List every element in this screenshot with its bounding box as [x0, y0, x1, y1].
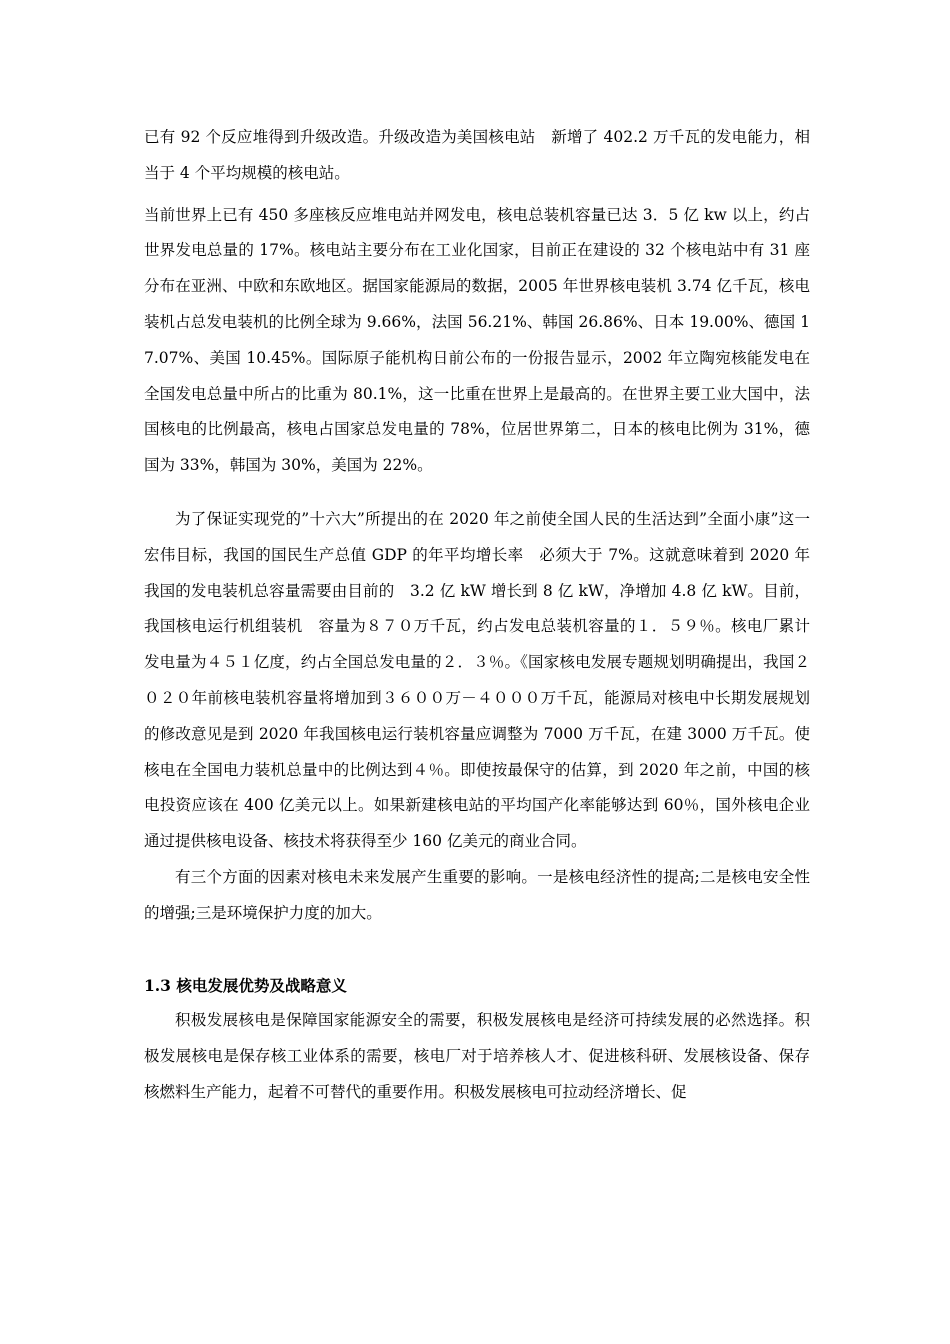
- paragraph-upgrade: 已有 92 个反应堆得到升级改造。升级改造为美国核电站 新增了 402.2 万千瓦的发电能力，相当于 4 个平均规模的核电站。: [144, 128, 810, 182]
- section-heading: 1.3 核电发展优势及战略意义: [144, 975, 347, 995]
- paragraph-world-status: 当前世界上已有 450 多座核反应堆电站并网发电，核电总装机容量已达 3．5 亿 kw 以上，约占世界发电总量的 17%。核电站主要分布在工业化国家，目前正在建设的 32 个核电站中有 31 座分布在亚洲、中欧和东欧地区。据国家能源局的数据，2005 年世界核电装机 3.74 亿千瓦，核电装机占总发电装机的比例全球为 9.66%，法国 56.21%、韩国 26.86%、日本 19.00%、德国 17.07%、美国 10.45%。国际原子能机构日前公布的一份报告显示，2002 年立陶宛核能发电在全国发电总量中所占的比重为 80.1%，这一比重在世界上是最高的。在世界主要工业大国中，法国核电的比例最高，核电占国家总发电量的 78%，位居世界第二，日本的核电比例为 31%，德国为 33%，韩国为 30%，美国为 22%。: [144, 205, 810, 475]
- paragraph-strategic-significance: 积极发展核电是保障国家能源安全的需要，积极发展核电是经济可持续发展的必然选择。积极发展核电是保存核工业体系的需要，核电厂对于培养核人才、促进核科研、发展核设备、保存核燃料生产能力，起着不可替代的重要作用。积极发展核电可拉动经济增长、促: [144, 1011, 810, 1101]
- document-page: [144, 120, 810, 1111]
- paragraph-china-plan: 为了保证实现党的”十六大”所提出的在 2020 年之前使全国人民的生活达到”全面小康”这一宏伟目标，我国的国民生产总值 GDP 的年平均增长率 必须大于 7%。这就意味着到 2020 年我国的发电装机总容量需要由目前的 3.2 亿 kW 增长到 8 亿 kW，净增加 4.8 亿 kW。目前，我国核电运行机组装机 容量为８７０万千瓦，约占发电总装机容量的１．５９％。核电厂累计发电量为４５１亿度，约占全国总发电量的２．３％。《国家核电发展专题规划明确提出，我国２０２０年前核电装机容量将增加到３６００万－４０００万千瓦，能源局对核电中长期发展规划的修改意见是到 2020 年我国核电运行装机容量应调整为 7000 万千瓦，在建 3000 万千瓦。使核电在全国电力装机总量中的比例达到４％。即使按最保守的估算，到 2020 年之前，中国的核电投资应该在 400 亿美元以上。如果新建核电站的平均国产化率能够达到 60％，国外核电企业通过提供核电设备、核技术将获得至少 160 亿美元的商业合同。: [144, 509, 810, 851]
- paragraph-factors: 有三个方面的因素对核电未来发展产生重要的影响。一是核电经济性的提高;二是核电安全性的增强;三是环境保护力度的加大。: [144, 867, 810, 922]
